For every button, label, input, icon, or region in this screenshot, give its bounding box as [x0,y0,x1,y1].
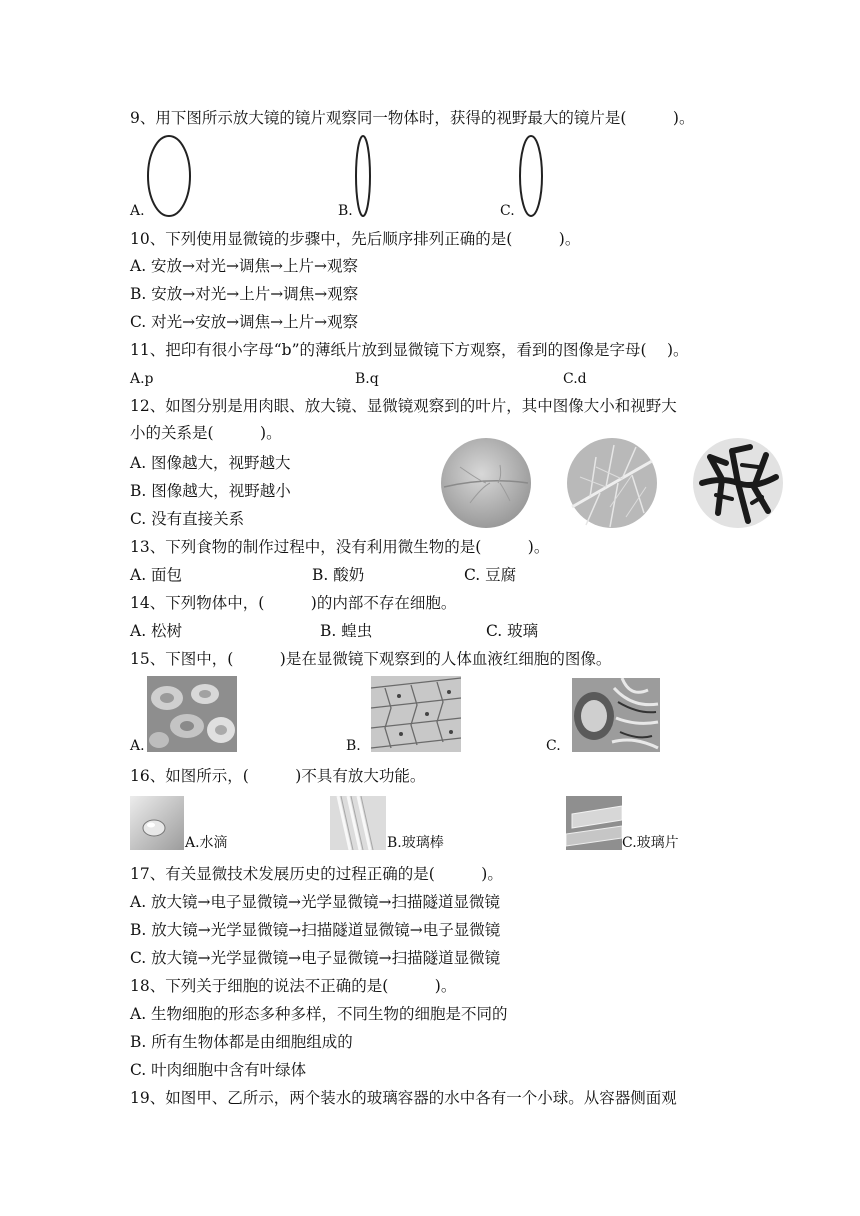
q15-option-c: C. [546,738,561,754]
q11-option-b: B.q [355,371,379,387]
q13-option-b: B. 酸奶 [312,566,365,584]
q10-option-c: C. 对光→安放→调焦→上片→观察 [130,313,359,331]
q17-option-a: A. 放大镜→电子显微镜→光学显微镜→扫描隧道显微镜 [130,893,501,911]
q11-option-a: A.p [130,371,154,387]
q10-option-a: A. 安放→对光→调焦→上片→观察 [130,257,358,275]
q16-option-b: B.玻璃棒 [387,835,444,851]
q18-option-a: A. 生物细胞的形态多种多样，不同生物的细胞是不同的 [130,1005,508,1023]
water-drop-image [130,796,184,850]
q17-option-b: B. 放大镜→光学显微镜→扫描隧道显微镜→电子显微镜 [130,921,501,939]
q15-stem: 15、下图中，( )是在显微镜下观察到的人体血液红细胞的图像。 [130,650,612,668]
tissue-image [572,678,660,752]
q17-option-c: C. 放大镜→光学显微镜→电子显微镜→扫描隧道显微镜 [130,949,501,967]
q13-option-c: C. 豆腐 [464,566,517,584]
q9-stem: 9、用下图所示放大镜的镜片观察同一物体时，获得的视野最大的镜片是( )。 [130,109,695,127]
q12-option-a: A. 图像越大，视野越大 [130,454,291,472]
q14-option-a: A. 松树 [130,622,183,640]
q18-stem: 18、下列关于细胞的说法不正确的是( )。 [130,977,457,995]
leaf-naked-eye-image [440,437,532,529]
glass-sheet-image [566,796,622,850]
leaf-magnifier-image [566,437,658,529]
q17-stem: 17、有关显微技术发展历史的过程正确的是( )。 [130,865,503,883]
q19-stem: 19、如图甲、乙所示，两个装水的玻璃容器的水中各有一个小球。从容器侧面观 [130,1089,677,1107]
q14-option-c: C. 玻璃 [486,622,539,640]
q10-stem: 10、下列使用显微镜的步骤中，先后顺序排列正确的是( )。 [130,230,581,248]
lens-a-icon [146,134,192,218]
lens-b-icon [354,134,372,218]
q18-option-b: B. 所有生物体都是由细胞组成的 [130,1033,353,1051]
q12-option-c: C. 没有直接关系 [130,510,245,528]
q13-stem: 13、下列食物的制作过程中，没有利用微生物的是( )。 [130,538,550,556]
q11-option-c: C.d [563,371,587,387]
q11-stem: 11、把印有很小字母“b”的薄纸片放到显微镜下方观察，看到的图像是字母( )。 [130,341,689,359]
q12-stem-line1: 12、如图分别是用肉眼、放大镜、显微镜观察到的叶片，其中图像大小和视野大 [130,397,677,415]
lens-c-icon [518,134,544,218]
q16-stem: 16、如图所示，( )不具有放大功能。 [130,767,426,785]
q15-option-a: A. [130,738,145,754]
q12-option-b: B. 图像越大，视野越小 [130,482,291,500]
q14-stem: 14、下列物体中，( )的内部不存在细胞。 [130,594,457,612]
red-blood-cells-image [147,676,237,752]
q9-option-c: C. [500,203,515,219]
q9-option-a: A. [130,203,145,219]
q15-option-b: B. [346,738,361,754]
plant-cells-image [371,676,461,752]
q9-option-b: B. [338,203,353,219]
q16-option-a: A.水滴 [185,835,228,851]
leaf-microscope-image [692,437,784,529]
q13-option-a: A. 面包 [130,566,183,584]
q18-option-c: C. 叶肉细胞中含有叶绿体 [130,1061,307,1079]
q12-stem-line2: 小的关系是( )。 [130,424,282,442]
q14-option-b: B. 蝗虫 [320,622,373,640]
q10-option-b: B. 安放→对光→上片→调焦→观察 [130,285,359,303]
glass-rod-image [330,796,386,850]
q16-option-c: C.玻璃片 [622,835,679,851]
